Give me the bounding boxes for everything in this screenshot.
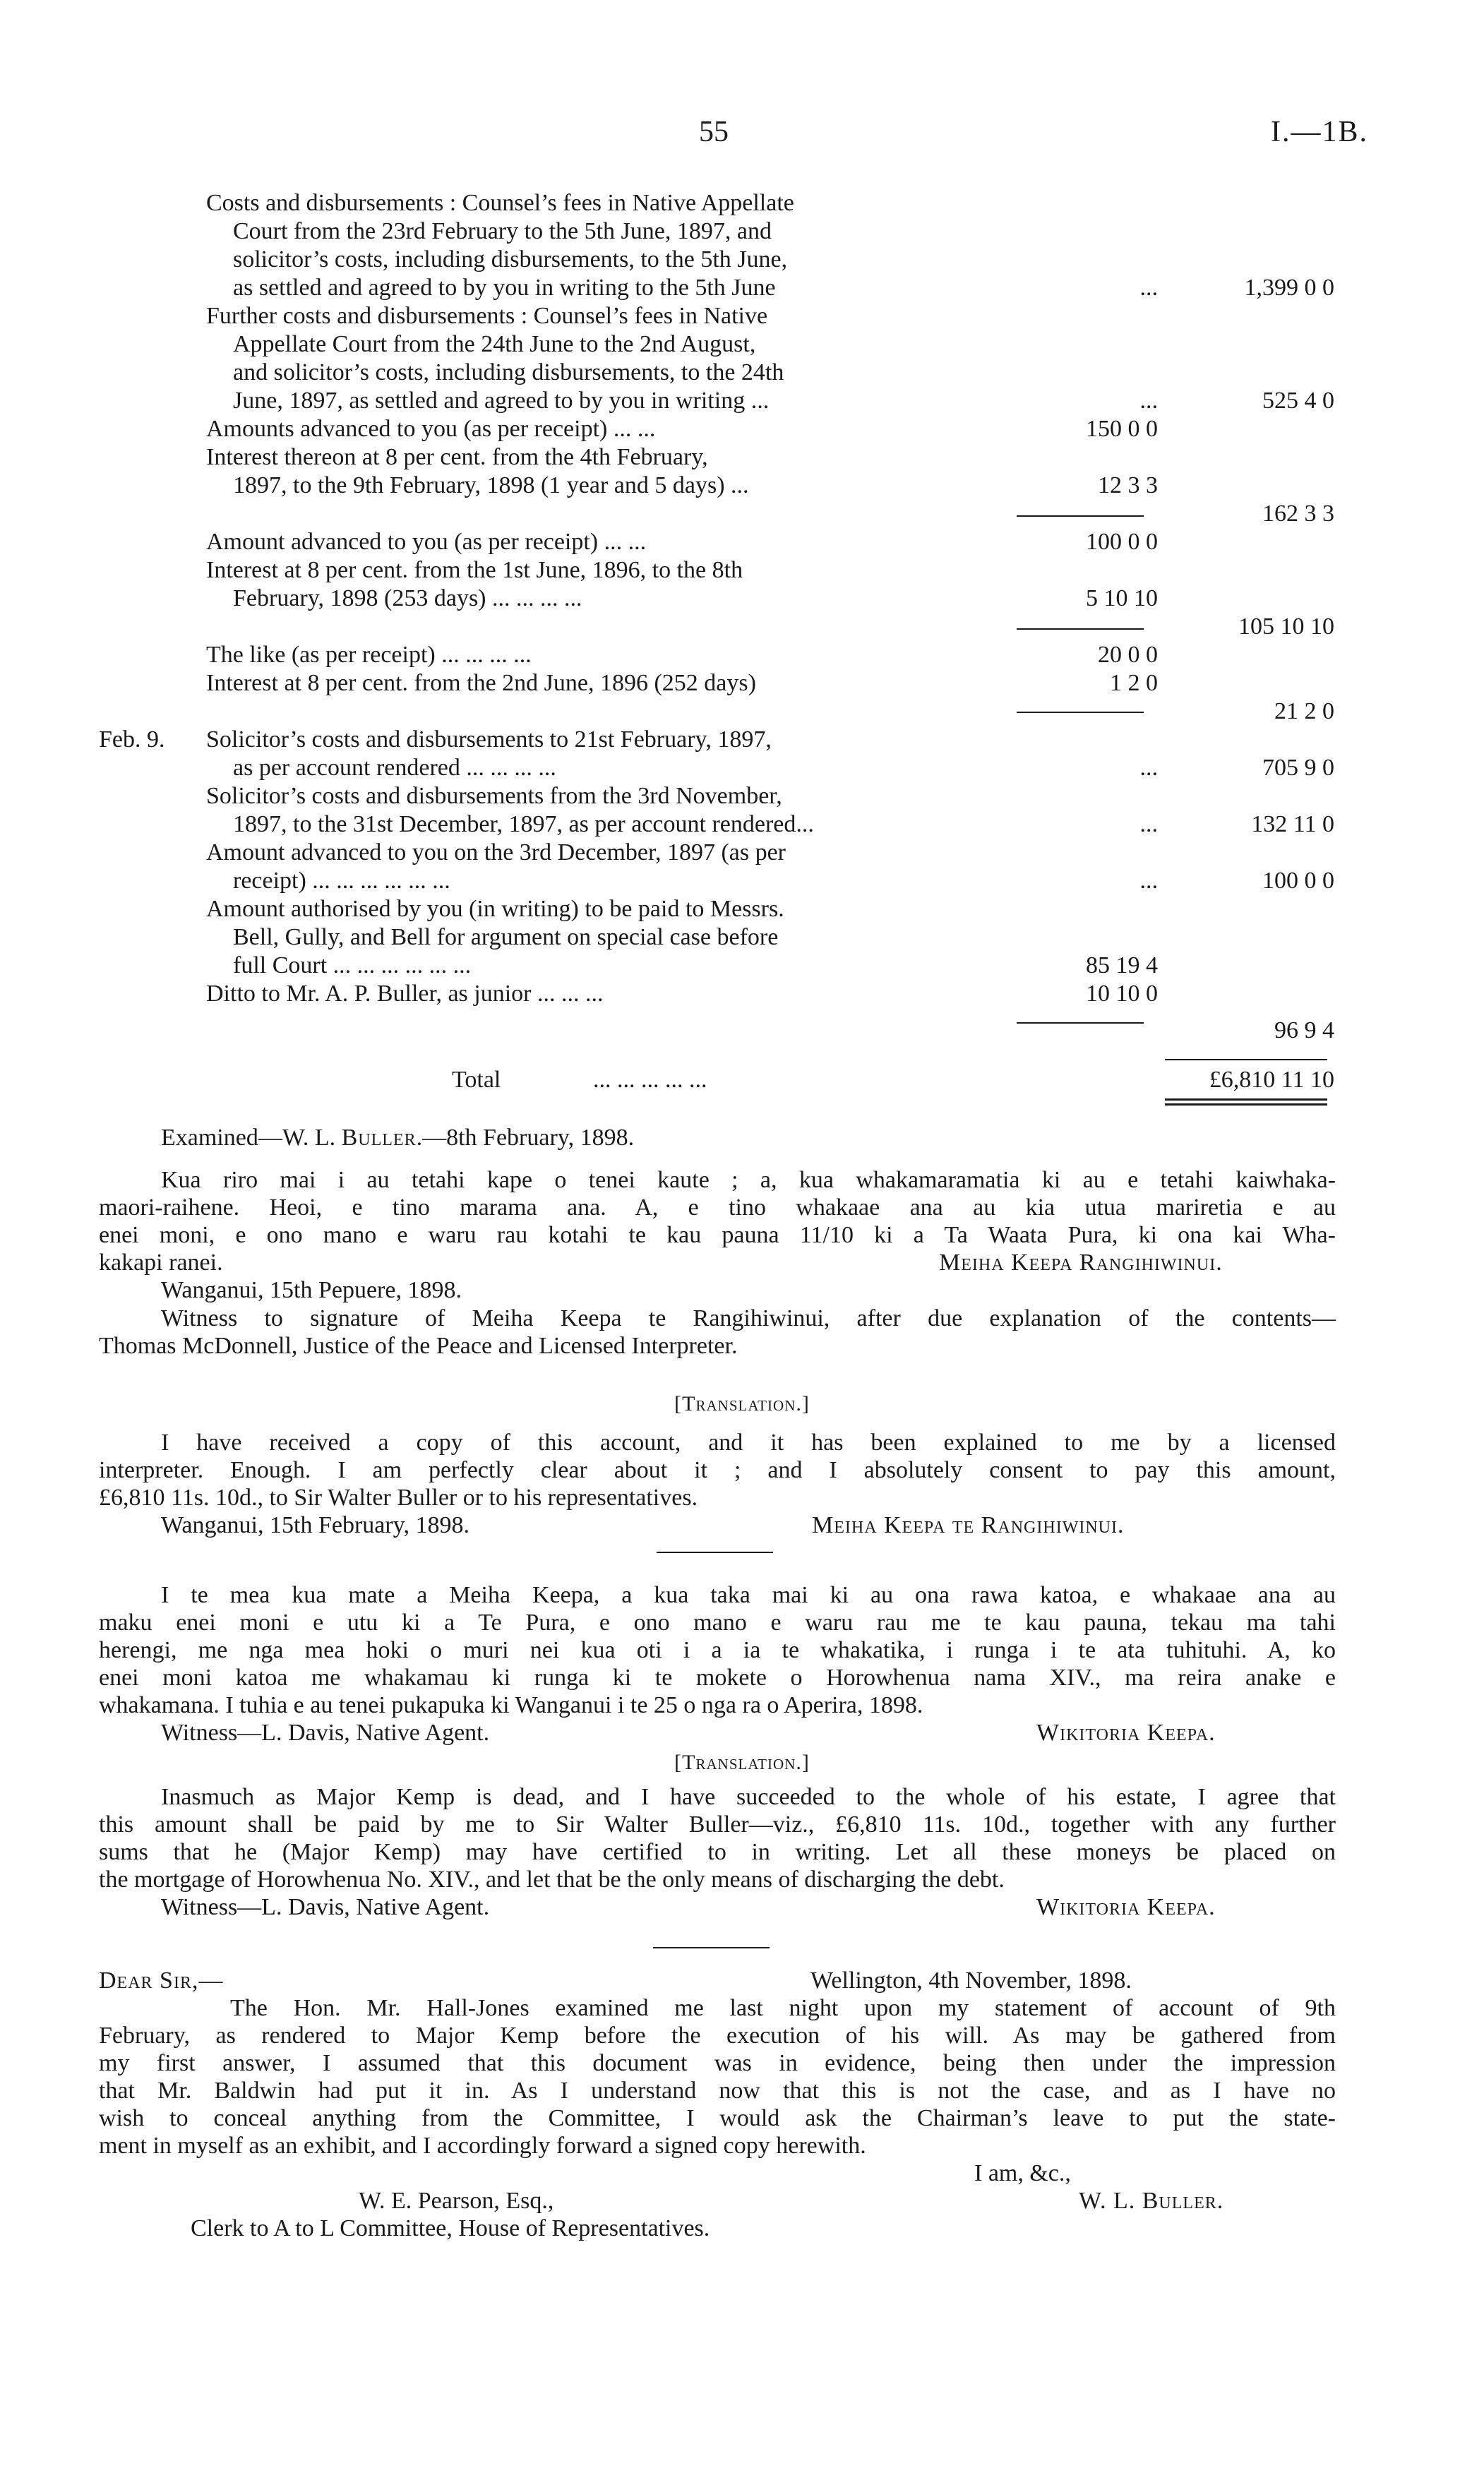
total-label: Total [452, 1067, 501, 1093]
paragraph-line: maori-raihene. Heoi, e tino marama ana. A, e tino whakaae ana au kia utua mariretia e au [99, 1194, 1336, 1221]
paragraph-line: the mortgage of Horowhenua No. XIV., and let that be the only means of discharging the debt. [99, 1867, 1005, 1893]
amount-column-1: 100 0 0 [1086, 529, 1158, 555]
account-line: The like (as per receipt) ... ... ... ... [206, 642, 532, 668]
amount-column-2: 705 9 0 [1262, 755, 1334, 781]
paragraph-line: kakapi ranei. [99, 1250, 223, 1276]
signature-meiha-keepa-te-rangihiwinui: Meiha Keepa te Rangihiwinui. [812, 1512, 1125, 1538]
amount-column-2: 105 10 10 [1238, 613, 1334, 640]
document-reference: I.—1B. [1271, 116, 1368, 148]
account-line: Amount advanced to you on the 3rd December, 1897 (as per [206, 839, 786, 865]
account-line: February, 1898 (253 days) ... ... ... ... [233, 585, 582, 611]
paragraph-line: whakamana. I tuhia e au tenei pukapuka ki Wanganui i te 25 o nga ra o Aperira, 1898. [99, 1692, 923, 1718]
paragraph-line: maku enei moni e utu ki a Te Pura, e ono mano e waru rau me te kau pauna, tekau ma tahi [99, 1610, 1336, 1636]
amount-column-2: 162 3 3 [1262, 501, 1334, 527]
translation-paragraph [99, 1429, 1336, 1539]
subtotal-rule [1017, 515, 1144, 517]
place-date: Wanganui, 15th February, 1898. [161, 1512, 469, 1538]
paragraph-line: my first answer, I assumed that this document was in evidence, being then under the impression [99, 2050, 1336, 2076]
examiner-name: Buller [341, 1125, 417, 1151]
signature-wikitoria-keepa: Wikitoria Keepa. [1036, 1720, 1216, 1746]
place-date: Wanganui, 15th Pepuere, 1898. [161, 1277, 462, 1303]
paragraph-line: Kua riro mai i au tetahi kape o tenei kaute ; a, kua whakamaramatia ki au e tetahi kaiwhaka- [161, 1167, 1336, 1193]
signature-wikitoria-keepa: Wikitoria Keepa. [1036, 1894, 1216, 1920]
account-line: Amounts advanced to you (as per receipt) ... ... [206, 416, 656, 442]
entry-date: Feb. 9. [99, 726, 165, 753]
letter-addressee-title: Clerk to A to L Committee, House of Representatives. [191, 2215, 710, 2241]
page-number: 55 [699, 116, 729, 148]
signature-meiha-keepa-rangihiwinui: Meiha Keepa Rangihiwinui. [939, 1250, 1223, 1276]
account-line: and solicitor’s costs, including disbursements, to the 24th [233, 359, 784, 385]
paragraph-line: herengi, me nga mea hoki o muri nei kua oti i a ia te whakatika, i runga i te ata tuhituhi. A, ko [99, 1637, 1336, 1663]
amount-column-2: 525 4 0 [1262, 388, 1334, 414]
account-line: Amount advanced to you (as per receipt) ... ... [206, 529, 647, 555]
amount-column-1: 1 2 0 [1110, 670, 1158, 696]
translation-heading: [Translation.] [674, 1751, 810, 1774]
account-line: June, 1897, as settled and agreed to by you in writing ... [233, 388, 770, 414]
amount-column-1: 150 0 0 [1086, 416, 1158, 442]
maori-wikitoria-paragraph [99, 1581, 1336, 1747]
total-double-rule [1165, 1103, 1327, 1106]
account-line: Interest at 8 per cent. from the 1st June, 1896, to the 8th [206, 557, 743, 583]
total-leader-dots: ... ... ... ... ... [593, 1067, 707, 1093]
account-line: Appellate Court from the 24th June to the 2nd August, [233, 331, 756, 357]
letter-place-date: Wellington, 4th November, 1898. [810, 1967, 1132, 1994]
amount-column-1: ... [1139, 388, 1158, 414]
amount-column-2: 96 9 4 [1274, 1017, 1334, 1043]
paragraph-line: interpreter. Enough. I am perfectly clear about it ; and I absolutely consent to pay this amount, [99, 1457, 1336, 1483]
amount-column-1: 10 10 0 [1086, 981, 1158, 1007]
subtotal-rule [1017, 1022, 1144, 1024]
account-line: Interest thereon at 8 per cent. from the 4th February, [206, 444, 708, 470]
subtotal-rule [1017, 628, 1144, 630]
translation-heading: [Translation.] [674, 1392, 810, 1415]
account-line: Interest at 8 per cent. from the 2nd June, 1896 (252 days) [206, 670, 756, 696]
paragraph-line: I have received a copy of this account, and it has been explained to me by a licensed [161, 1430, 1336, 1456]
paragraph-line: enei moni, e ono mano e waru rau kotahi te kau pauna 11/10 ki a Ta Waata Pura, ki ona kai Wha- [99, 1222, 1336, 1248]
amount-column-1: 85 19 4 [1086, 952, 1158, 978]
paragraph-line: Thomas McDonnell, Justice of the Peace and Licensed Interpreter. [99, 1333, 738, 1359]
amount-column-1: ... [1139, 755, 1158, 781]
paragraph-line: enei moni katoa me whakamau ki runga ki te mokete o Horowhenua nama XIV., ma reira anake e [99, 1665, 1336, 1691]
account-line: solicitor’s costs, including disbursements, to the 5th June, [233, 246, 788, 272]
witness-line: Witness—L. Davis, Native Agent. [161, 1894, 490, 1920]
paragraph-line: ment in myself as an exhibit, and I accordingly forward a signed copy herewith. [99, 2133, 866, 2159]
account-line: Ditto to Mr. A. P. Buller, as junior ... ... ... [206, 981, 604, 1007]
paragraph-line: this amount shall be paid by me to Sir Walter Buller—viz., £6,810 11s. 10d., together with any further [99, 1811, 1336, 1838]
witness-statement [99, 1305, 1336, 1360]
amount-column-1: ... [1139, 868, 1158, 894]
account-line: Court from the 23rd February to the 5th June, 1897, and [233, 218, 772, 244]
account-line: Bell, Gully, and Bell for argument on special case before [233, 924, 779, 950]
amount-column-1: 5 10 10 [1086, 585, 1158, 611]
section-divider [657, 1552, 773, 1553]
paragraph-line: February, as rendered to Major Kemp before the execution of his will. As may be gathered from [99, 2023, 1336, 2049]
letter-addressee: W. E. Pearson, Esq., [359, 2188, 554, 2214]
grand-total: £6,810 11 10 [1209, 1067, 1334, 1093]
paragraph-line: wish to conceal anything from the Committee, I would ask the Chairman’s leave to put the state- [99, 2105, 1336, 2131]
amount-column-2: 100 0 0 [1262, 868, 1334, 894]
letter [99, 1967, 1336, 2242]
paragraph-line: The Hon. Mr. Hall-Jones examined me last night upon my statement of account of 9th [230, 1995, 1336, 2021]
amount-column-1: ... [1139, 811, 1158, 837]
letter-signature: W. L. Buller. [1079, 2188, 1224, 2214]
maori-consent-paragraph [99, 1166, 1336, 1304]
paragraph-line: I te mea kua mate a Meiha Keepa, a kua taka mai ki au ona rawa katoa, e whakaae ana au [161, 1582, 1336, 1608]
account-line: Solicitor’s costs and disbursements from the 3rd November, [206, 783, 782, 809]
amount-column-1: ... [1139, 275, 1158, 301]
account-line: Costs and disbursements : Counsel’s fees in Native Appellate [206, 190, 794, 216]
account-line: as per account rendered ... ... ... ... [233, 755, 556, 781]
account-statement [0, 184, 1484, 1115]
letter-closing: I am, &c., [974, 2160, 1071, 2186]
translation-paragraph [99, 1783, 1336, 1921]
account-line: 1897, to the 31st December, 1897, as per account rendered... [233, 811, 814, 837]
account-line: as settled and agreed to by you in writing to the 5th June [233, 275, 776, 301]
paragraph-line: £6,810 11s. 10d., to Sir Walter Buller or to his representatives. [99, 1485, 698, 1511]
paragraph-line: Witness to signature of Meiha Keepa te Rangihiwinui, after due explanation of the contents— [161, 1305, 1336, 1331]
subtotal-rule [1017, 712, 1144, 713]
amount-column-2: 1,399 0 0 [1244, 275, 1334, 301]
paragraph-line: Inasmuch as Major Kemp is dead, and I have succeeded to the whole of his estate, I agree that [161, 1784, 1336, 1810]
amount-column-1: 12 3 3 [1098, 472, 1158, 498]
page-header [0, 0, 1484, 184]
account-line: Further costs and disbursements : Counsel’s fees in Native [206, 303, 768, 329]
total-top-rule [1165, 1059, 1327, 1060]
account-line: receipt) ... ... ... ... ... ... [233, 868, 450, 894]
amount-column-1: 20 0 0 [1098, 642, 1158, 668]
examined-note: Examined—W. L. Buller.—8th February, 1898. [161, 1125, 635, 1151]
account-line: Solicitor’s costs and disbursements to 21st February, 1897, [206, 726, 772, 753]
amount-column-2: 21 2 0 [1274, 698, 1334, 724]
paragraph-line: that Mr. Baldwin had put it in. As I understand now that this is not the case, and as I have no [99, 2078, 1336, 2104]
letter-salutation: Dear Sir,— [99, 1967, 224, 1994]
account-line: Amount authorised by you (in writing) to be paid to Messrs. [206, 896, 784, 922]
amount-column-2: 132 11 0 [1251, 811, 1334, 837]
section-divider [653, 1947, 770, 1948]
total-double-rule [1165, 1098, 1327, 1101]
witness-line: Witness—L. Davis, Native Agent. [161, 1720, 490, 1746]
account-line: 1897, to the 9th February, 1898 (1 year and 5 days) ... [233, 472, 749, 498]
account-line: full Court ... ... ... ... ... ... [233, 952, 472, 978]
paragraph-line: sums that he (Major Kemp) may have certified to in writing. Let all these moneys be placed on [99, 1839, 1336, 1865]
